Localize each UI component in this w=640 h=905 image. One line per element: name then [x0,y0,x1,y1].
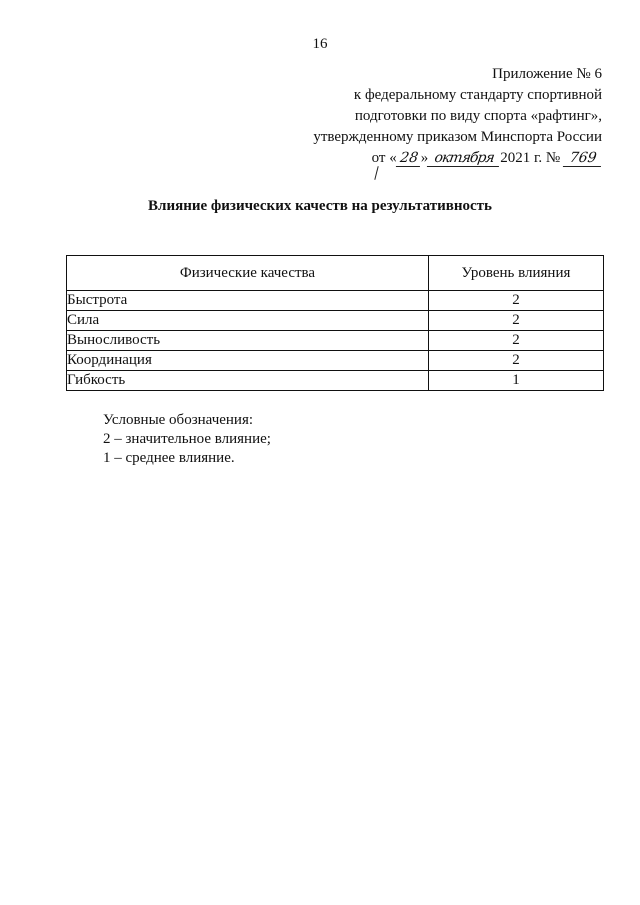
table-row [67,331,604,351]
appendix-order-line: утвержденному приказом Минспорта России [313,129,602,145]
handwritten-day: 28 [396,151,422,167]
order-prefix: от « [371,150,397,166]
legend-block [103,411,271,468]
level-cell: 2 [428,331,603,351]
table-row [67,291,604,311]
quality-cell: Координация [67,351,429,371]
handwritten-month: октября [427,151,501,167]
table-row [67,371,604,391]
table-row [67,311,604,331]
header-level: Уровень влияния [428,256,603,291]
legend-heading: Условные обозначения: [103,412,254,428]
quality-cell: Гибкость [67,371,429,391]
table-row [67,351,604,371]
table-header-row [67,256,604,291]
appendix-title: Приложение № 6 [492,66,602,82]
header-quality: Физические качества [67,256,429,291]
legend-item: 1 – среднее влияние. [103,450,235,466]
quality-cell: Выносливость [67,331,429,351]
level-cell: 2 [428,311,603,331]
level-cell: 2 [428,291,603,311]
page-number: 16 [312,36,328,52]
handwriting-stroke [374,166,378,180]
quality-cell: Быстрота [67,291,429,311]
influence-table [66,255,604,391]
order-date-number [272,148,602,169]
level-cell: 2 [428,351,603,371]
legend-item: 2 – значительное влияние; [103,431,271,447]
quality-cell: Сила [67,311,429,331]
order-year: 2021 г. № [500,150,561,166]
appendix-standard-line: к федеральному стандарту спортивной [353,87,602,103]
appendix-header [272,64,602,169]
order-mid: » [420,150,429,166]
level-cell: 1 [428,371,603,391]
handwritten-order-number: 769 [563,151,603,167]
appendix-sport-line: подготовки по виду спорта «рафтинг», [354,108,602,124]
document-title: Влияние физических качеств на результативность [148,198,492,214]
